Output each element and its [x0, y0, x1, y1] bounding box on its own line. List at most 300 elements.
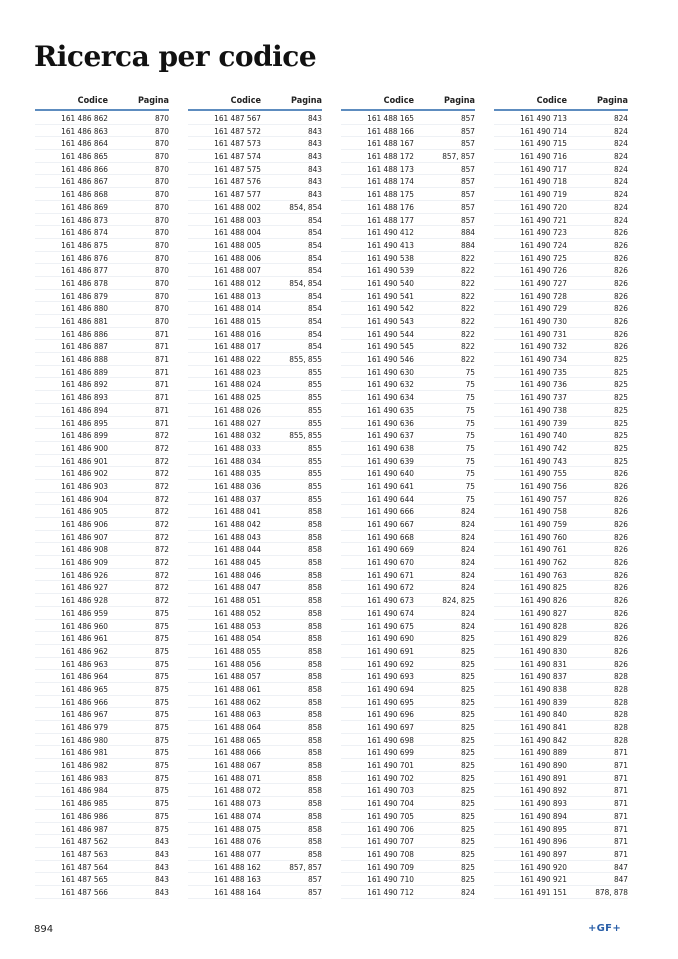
code-cell: 161 490 737 [520, 392, 567, 403]
page-cell: 826 [613, 506, 628, 517]
page-cell: 854 [307, 265, 322, 276]
code-cell: 161 486 961 [61, 633, 108, 644]
code-cell: 161 488 012 [214, 277, 261, 288]
table-row [188, 594, 322, 607]
table-row [341, 670, 475, 683]
code-cell: 161 490 831 [520, 658, 567, 669]
page-cell: 870 [154, 214, 169, 225]
page-cell: 822 [460, 354, 475, 365]
table-row [494, 734, 628, 747]
page-cell: 857 [460, 214, 475, 225]
code-cell: 161 488 037 [214, 493, 261, 504]
code-cell: 161 486 903 [61, 480, 108, 491]
code-cell: 161 487 567 [214, 113, 261, 123]
code-cell: 161 488 065 [214, 734, 261, 745]
code-cell: 161 490 828 [520, 620, 567, 631]
page-cell: 858 [307, 633, 322, 644]
table-row [341, 467, 475, 480]
code-cell: 161 486 928 [61, 595, 108, 606]
page-cell: 822 [460, 316, 475, 326]
table-row [35, 150, 169, 163]
page-cell: 875 [154, 633, 169, 644]
page-cell: 854 [307, 252, 322, 263]
page-cell: 871 [613, 823, 628, 834]
code-cell: 161 486 895 [61, 417, 108, 428]
code-cell: 161 490 755 [520, 468, 567, 479]
page-cell: 825 [613, 417, 628, 428]
page-cell: 855, 855 [289, 430, 322, 441]
code-cell: 161 490 691 [367, 645, 414, 656]
code-cell: 161 488 052 [214, 607, 261, 618]
code-cell: 161 488 006 [214, 252, 261, 263]
page-cell: 826 [613, 633, 628, 644]
page-cell: 826 [613, 227, 628, 238]
code-cell: 161 486 888 [61, 354, 108, 365]
header-page: Pagina [138, 96, 169, 106]
page-cell: 825 [460, 848, 475, 859]
code-cell: 161 486 926 [61, 569, 108, 580]
code-cell: 161 488 163 [214, 874, 261, 885]
code-cell: 161 488 173 [367, 163, 414, 174]
page-cell: 824 [613, 125, 628, 136]
code-cell: 161 490 667 [367, 519, 414, 529]
table-row [188, 493, 322, 506]
table-row [341, 150, 475, 163]
code-cell: 161 486 862 [61, 113, 108, 123]
page-cell: 826 [613, 328, 628, 339]
page-cell: 858 [307, 531, 322, 542]
page-cell: 872 [154, 430, 169, 441]
page-cell: 870 [154, 303, 169, 314]
page-cell: 822 [460, 328, 475, 339]
page-cell: 875 [154, 658, 169, 669]
page-cell: 872 [154, 557, 169, 568]
index-column-2 [188, 94, 322, 899]
page-cell: 857, 857 [289, 861, 322, 872]
code-cell: 161 488 175 [367, 189, 414, 200]
code-cell: 161 490 743 [520, 455, 567, 466]
page-cell: 857 [460, 163, 475, 174]
code-cell: 161 486 927 [61, 582, 108, 593]
code-cell: 161 488 057 [214, 671, 261, 682]
page-cell: 871 [154, 392, 169, 403]
code-cell: 161 488 071 [214, 772, 261, 783]
page-cell: 858 [307, 595, 322, 606]
page-cell: 858 [307, 620, 322, 631]
gf-logo: +GF+ [588, 923, 621, 934]
table-row [35, 848, 169, 861]
table-row [188, 696, 322, 709]
table-row [494, 175, 628, 188]
table-row [35, 264, 169, 277]
table-row [341, 734, 475, 747]
table-row [494, 759, 628, 772]
table-row [494, 670, 628, 683]
page-cell: 828 [613, 696, 628, 707]
table-row [341, 429, 475, 442]
code-cell: 161 490 710 [367, 874, 414, 885]
page-cell: 825 [460, 798, 475, 809]
header-page: Pagina [597, 96, 628, 106]
code-cell: 161 490 632 [367, 379, 414, 390]
table-row [188, 848, 322, 861]
page-cell: 857 [460, 113, 475, 123]
table-row [188, 556, 322, 569]
page-cell: 871 [154, 354, 169, 365]
page-cell: 871 [154, 417, 169, 428]
code-cell: 161 490 724 [520, 239, 567, 250]
code-cell: 161 490 838 [520, 683, 567, 694]
page-cell: 824 [460, 557, 475, 568]
page-cell: 75 [465, 404, 475, 415]
code-cell: 161 487 566 [61, 886, 108, 897]
page-cell: 870 [154, 151, 169, 162]
code-cell: 161 490 738 [520, 404, 567, 415]
page-cell: 878, 878 [595, 886, 628, 897]
page-cell: 826 [613, 582, 628, 593]
code-cell: 161 487 573 [214, 138, 261, 149]
table-row [341, 214, 475, 227]
code-cell: 161 490 920 [520, 861, 567, 872]
page-cell: 858 [307, 709, 322, 720]
page-cell: 858 [307, 696, 322, 707]
page-cell: 858 [307, 848, 322, 859]
index-rows [341, 112, 475, 899]
code-cell: 161 490 721 [520, 214, 567, 225]
code-cell: 161 488 022 [214, 354, 261, 365]
code-cell: 161 490 829 [520, 633, 567, 644]
table-row [188, 581, 322, 594]
code-cell: 161 490 827 [520, 607, 567, 618]
page-number: 894 [34, 924, 54, 935]
code-cell: 161 490 674 [367, 607, 414, 618]
table-row [341, 746, 475, 759]
table-row [341, 518, 475, 531]
page-cell: 826 [613, 544, 628, 555]
table-row [188, 708, 322, 721]
table-row [188, 620, 322, 633]
code-cell: 161 490 729 [520, 303, 567, 314]
page-cell: 825 [460, 747, 475, 758]
code-cell: 161 487 565 [61, 874, 108, 885]
table-row [35, 759, 169, 772]
page-title: Ricerca per codice [34, 40, 317, 73]
table-row [341, 620, 475, 633]
page-cell: 875 [154, 772, 169, 783]
code-cell: 161 490 762 [520, 557, 567, 568]
page-cell: 825 [613, 455, 628, 466]
code-cell: 161 490 538 [367, 252, 414, 263]
code-cell: 161 490 756 [520, 480, 567, 491]
page-cell: 826 [613, 468, 628, 479]
table-row [188, 505, 322, 518]
table-row [494, 683, 628, 696]
page-cell: 825 [613, 404, 628, 415]
code-index-table [35, 94, 630, 914]
code-cell: 161 486 901 [61, 455, 108, 466]
code-cell: 161 490 921 [520, 874, 567, 885]
page-cell: 875 [154, 709, 169, 720]
table-row [494, 391, 628, 404]
code-cell: 161 490 644 [367, 493, 414, 504]
table-row [494, 784, 628, 797]
table-row [35, 353, 169, 366]
code-cell: 161 488 013 [214, 290, 261, 301]
code-cell: 161 490 892 [520, 785, 567, 796]
page-cell: 825 [460, 722, 475, 732]
page-cell: 824 [613, 163, 628, 174]
code-cell: 161 486 875 [61, 239, 108, 250]
code-cell: 161 488 056 [214, 658, 261, 669]
page-cell: 857 [460, 138, 475, 149]
page-cell: 847 [613, 874, 628, 885]
code-cell: 161 490 889 [520, 747, 567, 758]
table-row [188, 214, 322, 227]
table-row [35, 290, 169, 303]
code-cell: 161 490 701 [367, 760, 414, 771]
table-row [341, 378, 475, 391]
table-row [494, 467, 628, 480]
table-row [188, 759, 322, 772]
table-row [341, 226, 475, 239]
page-cell: 870 [154, 227, 169, 238]
code-cell: 161 488 053 [214, 620, 261, 631]
table-row [188, 442, 322, 455]
page-cell: 875 [154, 785, 169, 796]
table-row [188, 378, 322, 391]
page-cell: 825 [460, 772, 475, 783]
table-row [341, 239, 475, 252]
code-cell: 161 490 692 [367, 658, 414, 669]
page-cell: 824 [613, 138, 628, 149]
table-row [494, 239, 628, 252]
table-row [494, 112, 628, 125]
page-cell: 75 [465, 392, 475, 403]
table-row [35, 721, 169, 734]
table-row [35, 340, 169, 353]
page-cell: 858 [307, 506, 322, 517]
table-row [188, 277, 322, 290]
table-row [494, 493, 628, 506]
table-row [494, 518, 628, 531]
code-cell: 161 490 725 [520, 252, 567, 263]
table-row [494, 315, 628, 328]
page-cell: 854 [307, 290, 322, 301]
table-row [35, 772, 169, 785]
page-cell: 858 [307, 810, 322, 821]
page-cell: 825 [460, 823, 475, 834]
code-cell: 161 488 054 [214, 633, 261, 644]
code-cell: 161 486 966 [61, 696, 108, 707]
code-cell: 161 486 877 [61, 265, 108, 276]
page-cell: 872 [154, 569, 169, 580]
code-cell: 161 490 830 [520, 645, 567, 656]
page-cell: 822 [460, 303, 475, 314]
page-cell: 825 [613, 430, 628, 441]
page-cell: 826 [613, 303, 628, 314]
index-rows [494, 112, 628, 899]
table-row [188, 721, 322, 734]
page-cell: 855 [307, 480, 322, 491]
page-cell: 858 [307, 683, 322, 694]
page-cell: 858 [307, 671, 322, 682]
table-row [341, 861, 475, 874]
code-cell: 161 486 900 [61, 442, 108, 453]
page-cell: 875 [154, 810, 169, 821]
table-row [341, 543, 475, 556]
table-row [188, 239, 322, 252]
code-cell: 161 490 641 [367, 480, 414, 491]
code-cell: 161 490 742 [520, 442, 567, 453]
table-row [35, 455, 169, 468]
table-row [188, 835, 322, 848]
code-cell: 161 490 719 [520, 189, 567, 200]
code-cell: 161 488 002 [214, 201, 261, 212]
table-row [188, 810, 322, 823]
page-cell: 75 [465, 366, 475, 377]
table-row [188, 670, 322, 683]
page-cell: 854, 854 [289, 277, 322, 288]
page-cell: 826 [613, 480, 628, 491]
page-cell: 870 [154, 316, 169, 326]
page-cell: 872 [154, 544, 169, 555]
code-cell: 161 490 736 [520, 379, 567, 390]
table-row [341, 594, 475, 607]
table-row [188, 607, 322, 620]
page-cell: 871 [613, 836, 628, 847]
table-row [341, 569, 475, 582]
table-row [494, 708, 628, 721]
table-row [494, 277, 628, 290]
table-row [35, 556, 169, 569]
page-cell: 875 [154, 760, 169, 771]
code-cell: 161 491 151 [520, 886, 567, 897]
page-cell: 855 [307, 404, 322, 415]
page-cell: 872 [154, 442, 169, 453]
code-cell: 161 486 867 [61, 176, 108, 187]
page-cell: 858 [307, 734, 322, 745]
table-row [494, 150, 628, 163]
page-cell: 871 [613, 810, 628, 821]
table-row [341, 417, 475, 430]
table-row [494, 569, 628, 582]
code-cell: 161 486 865 [61, 151, 108, 162]
code-cell: 161 490 544 [367, 328, 414, 339]
code-cell: 161 488 024 [214, 379, 261, 390]
code-cell: 161 487 563 [61, 848, 108, 859]
page-cell: 875 [154, 645, 169, 656]
page-cell: 824, 825 [442, 595, 475, 606]
table-row [35, 607, 169, 620]
page-cell: 875 [154, 620, 169, 631]
page-cell: 858 [307, 722, 322, 732]
page-cell: 875 [154, 607, 169, 618]
page-cell: 872 [154, 480, 169, 491]
code-cell: 161 488 015 [214, 316, 261, 326]
code-cell: 161 488 061 [214, 683, 261, 694]
page-cell: 854 [307, 328, 322, 339]
table-row [341, 442, 475, 455]
table-row [341, 835, 475, 848]
code-cell: 161 490 709 [367, 861, 414, 872]
table-row [35, 581, 169, 594]
table-row [188, 823, 322, 836]
code-cell: 161 490 712 [367, 886, 414, 897]
code-cell: 161 490 716 [520, 151, 567, 162]
table-row [494, 658, 628, 671]
table-row [494, 531, 628, 544]
page-cell: 858 [307, 582, 322, 593]
page-cell: 825 [460, 658, 475, 669]
page-cell: 825 [460, 734, 475, 745]
table-row [188, 302, 322, 315]
table-row [494, 125, 628, 138]
code-cell: 161 490 825 [520, 582, 567, 593]
table-row [35, 518, 169, 531]
table-row [341, 721, 475, 734]
page-cell: 857 [460, 176, 475, 187]
table-row [35, 137, 169, 150]
code-cell: 161 488 051 [214, 595, 261, 606]
table-row [188, 518, 322, 531]
table-row [494, 886, 628, 899]
table-row [341, 201, 475, 214]
code-cell: 161 486 878 [61, 277, 108, 288]
table-row [341, 252, 475, 265]
code-cell: 161 486 906 [61, 519, 108, 529]
table-row [341, 886, 475, 899]
code-cell: 161 490 695 [367, 696, 414, 707]
page-cell: 822 [460, 290, 475, 301]
column-header [35, 94, 169, 111]
code-cell: 161 490 706 [367, 823, 414, 834]
page-cell: 870 [154, 189, 169, 200]
code-cell: 161 490 896 [520, 836, 567, 847]
page-cell: 824 [613, 151, 628, 162]
table-row [35, 873, 169, 886]
page-cell: 870 [154, 201, 169, 212]
code-cell: 161 486 887 [61, 341, 108, 352]
table-row [494, 137, 628, 150]
code-cell: 161 490 707 [367, 836, 414, 847]
page-cell: 871 [154, 341, 169, 352]
table-row [188, 391, 322, 404]
page-cell: 825 [613, 354, 628, 365]
code-cell: 161 490 638 [367, 442, 414, 453]
code-cell: 161 486 874 [61, 227, 108, 238]
code-cell: 161 486 876 [61, 252, 108, 263]
code-cell: 161 488 007 [214, 265, 261, 276]
table-row [35, 823, 169, 836]
page-cell: 825 [460, 874, 475, 885]
code-cell: 161 490 740 [520, 430, 567, 441]
table-row [35, 746, 169, 759]
page-cell: 871 [613, 848, 628, 859]
table-row [35, 404, 169, 417]
code-cell: 161 488 074 [214, 810, 261, 821]
code-cell: 161 488 055 [214, 645, 261, 656]
code-cell: 161 486 905 [61, 506, 108, 517]
code-cell: 161 486 907 [61, 531, 108, 542]
table-row [188, 175, 322, 188]
table-row [188, 328, 322, 341]
table-row [494, 201, 628, 214]
code-cell: 161 490 763 [520, 569, 567, 580]
table-row [35, 277, 169, 290]
table-row [35, 480, 169, 493]
table-row [188, 353, 322, 366]
table-row [188, 746, 322, 759]
